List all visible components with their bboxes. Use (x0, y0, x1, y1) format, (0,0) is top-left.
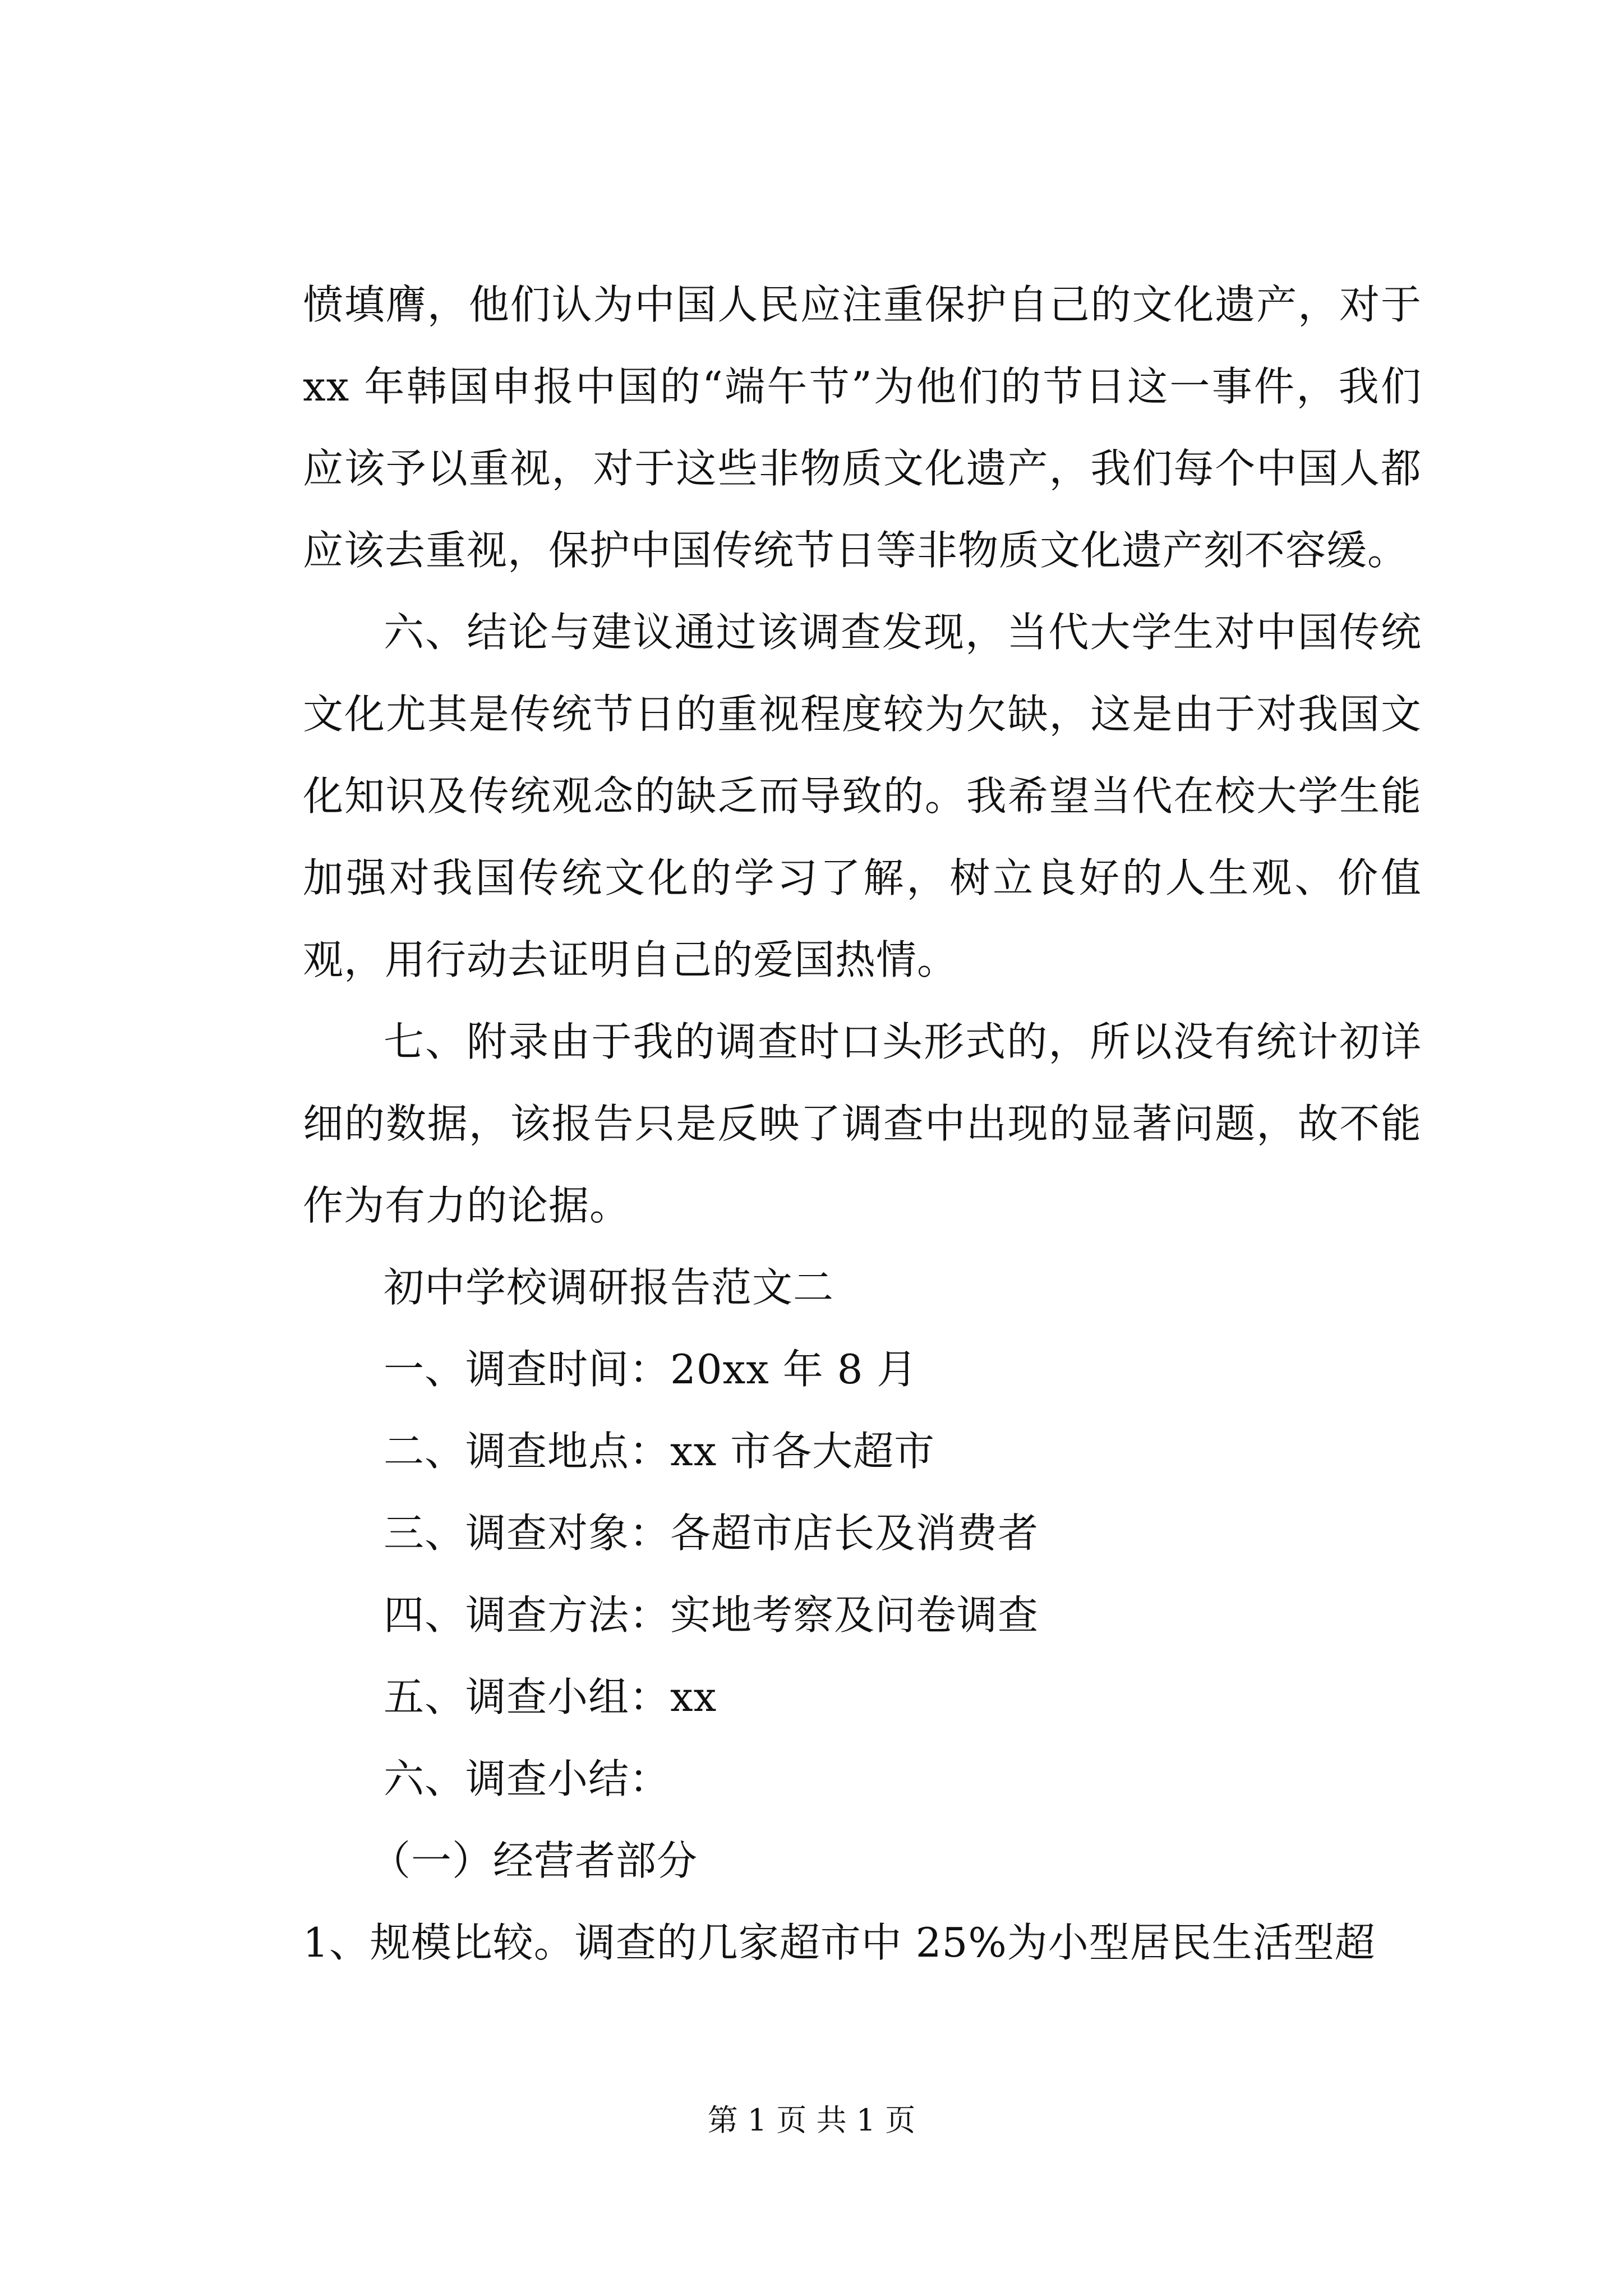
survey-item-summary: 六、调查小结： (384, 1755, 671, 1802)
section-title: 初中学校调研报告范文二 (384, 1264, 834, 1311)
document-body (303, 264, 1422, 1984)
sub-heading-operators: （一）经营者部分 (370, 1837, 698, 1884)
survey-item-method: 四、调查方法：实地考察及问卷调查 (384, 1591, 1039, 1639)
survey-item-subjects: 三、调查对象：各超市店长及消费者 (384, 1510, 1039, 1557)
page-footer: 第 1 页 共 1 页 (707, 2102, 916, 2138)
survey-item-group: 五、调查小组：xx (384, 1673, 717, 1720)
paragraph-appendix: 七、附录由于我的调查时口头形式的，所以没有统计初详细的数据，该报告只是反映了调查中出现的显著问题，故不能作为有力的论据。 (303, 1018, 1422, 1229)
paragraph-conclusion: 六、结论与建议通过该调查发现，当代大学生对中国传统文化尤其是传统节日的重视程度较为欠缺，这是由于对我国文化知识及传统观念的缺乏而导致的。我希望当代在校大学生能加强对我国传统文化的学习了解，树立良好的人生观、价值观，用行动去证明自己的爱国热情。 (303, 609, 1422, 983)
paragraph-scale-comparison: 1、规模比较。调查的几家超市中 25%为小型居民生活型超 (303, 1919, 1376, 1966)
survey-item-time: 一、调查时间：20xx 年 8 月 (384, 1346, 918, 1393)
survey-item-location: 二、调查地点：xx 市各大超市 (384, 1428, 935, 1475)
paragraph-continuation: 愤填膺，他们认为中国人民应注重保护自己的文化遗产，对于 xx 年韩国申报中国的“端午节”为他们的节日这一事件，我们应该予以重视，对于这些非物质文化遗产，我们每个中国人都应该去重视，保护中国传统节日等非物质文化遗产刻不容缓。 (303, 281, 1422, 574)
